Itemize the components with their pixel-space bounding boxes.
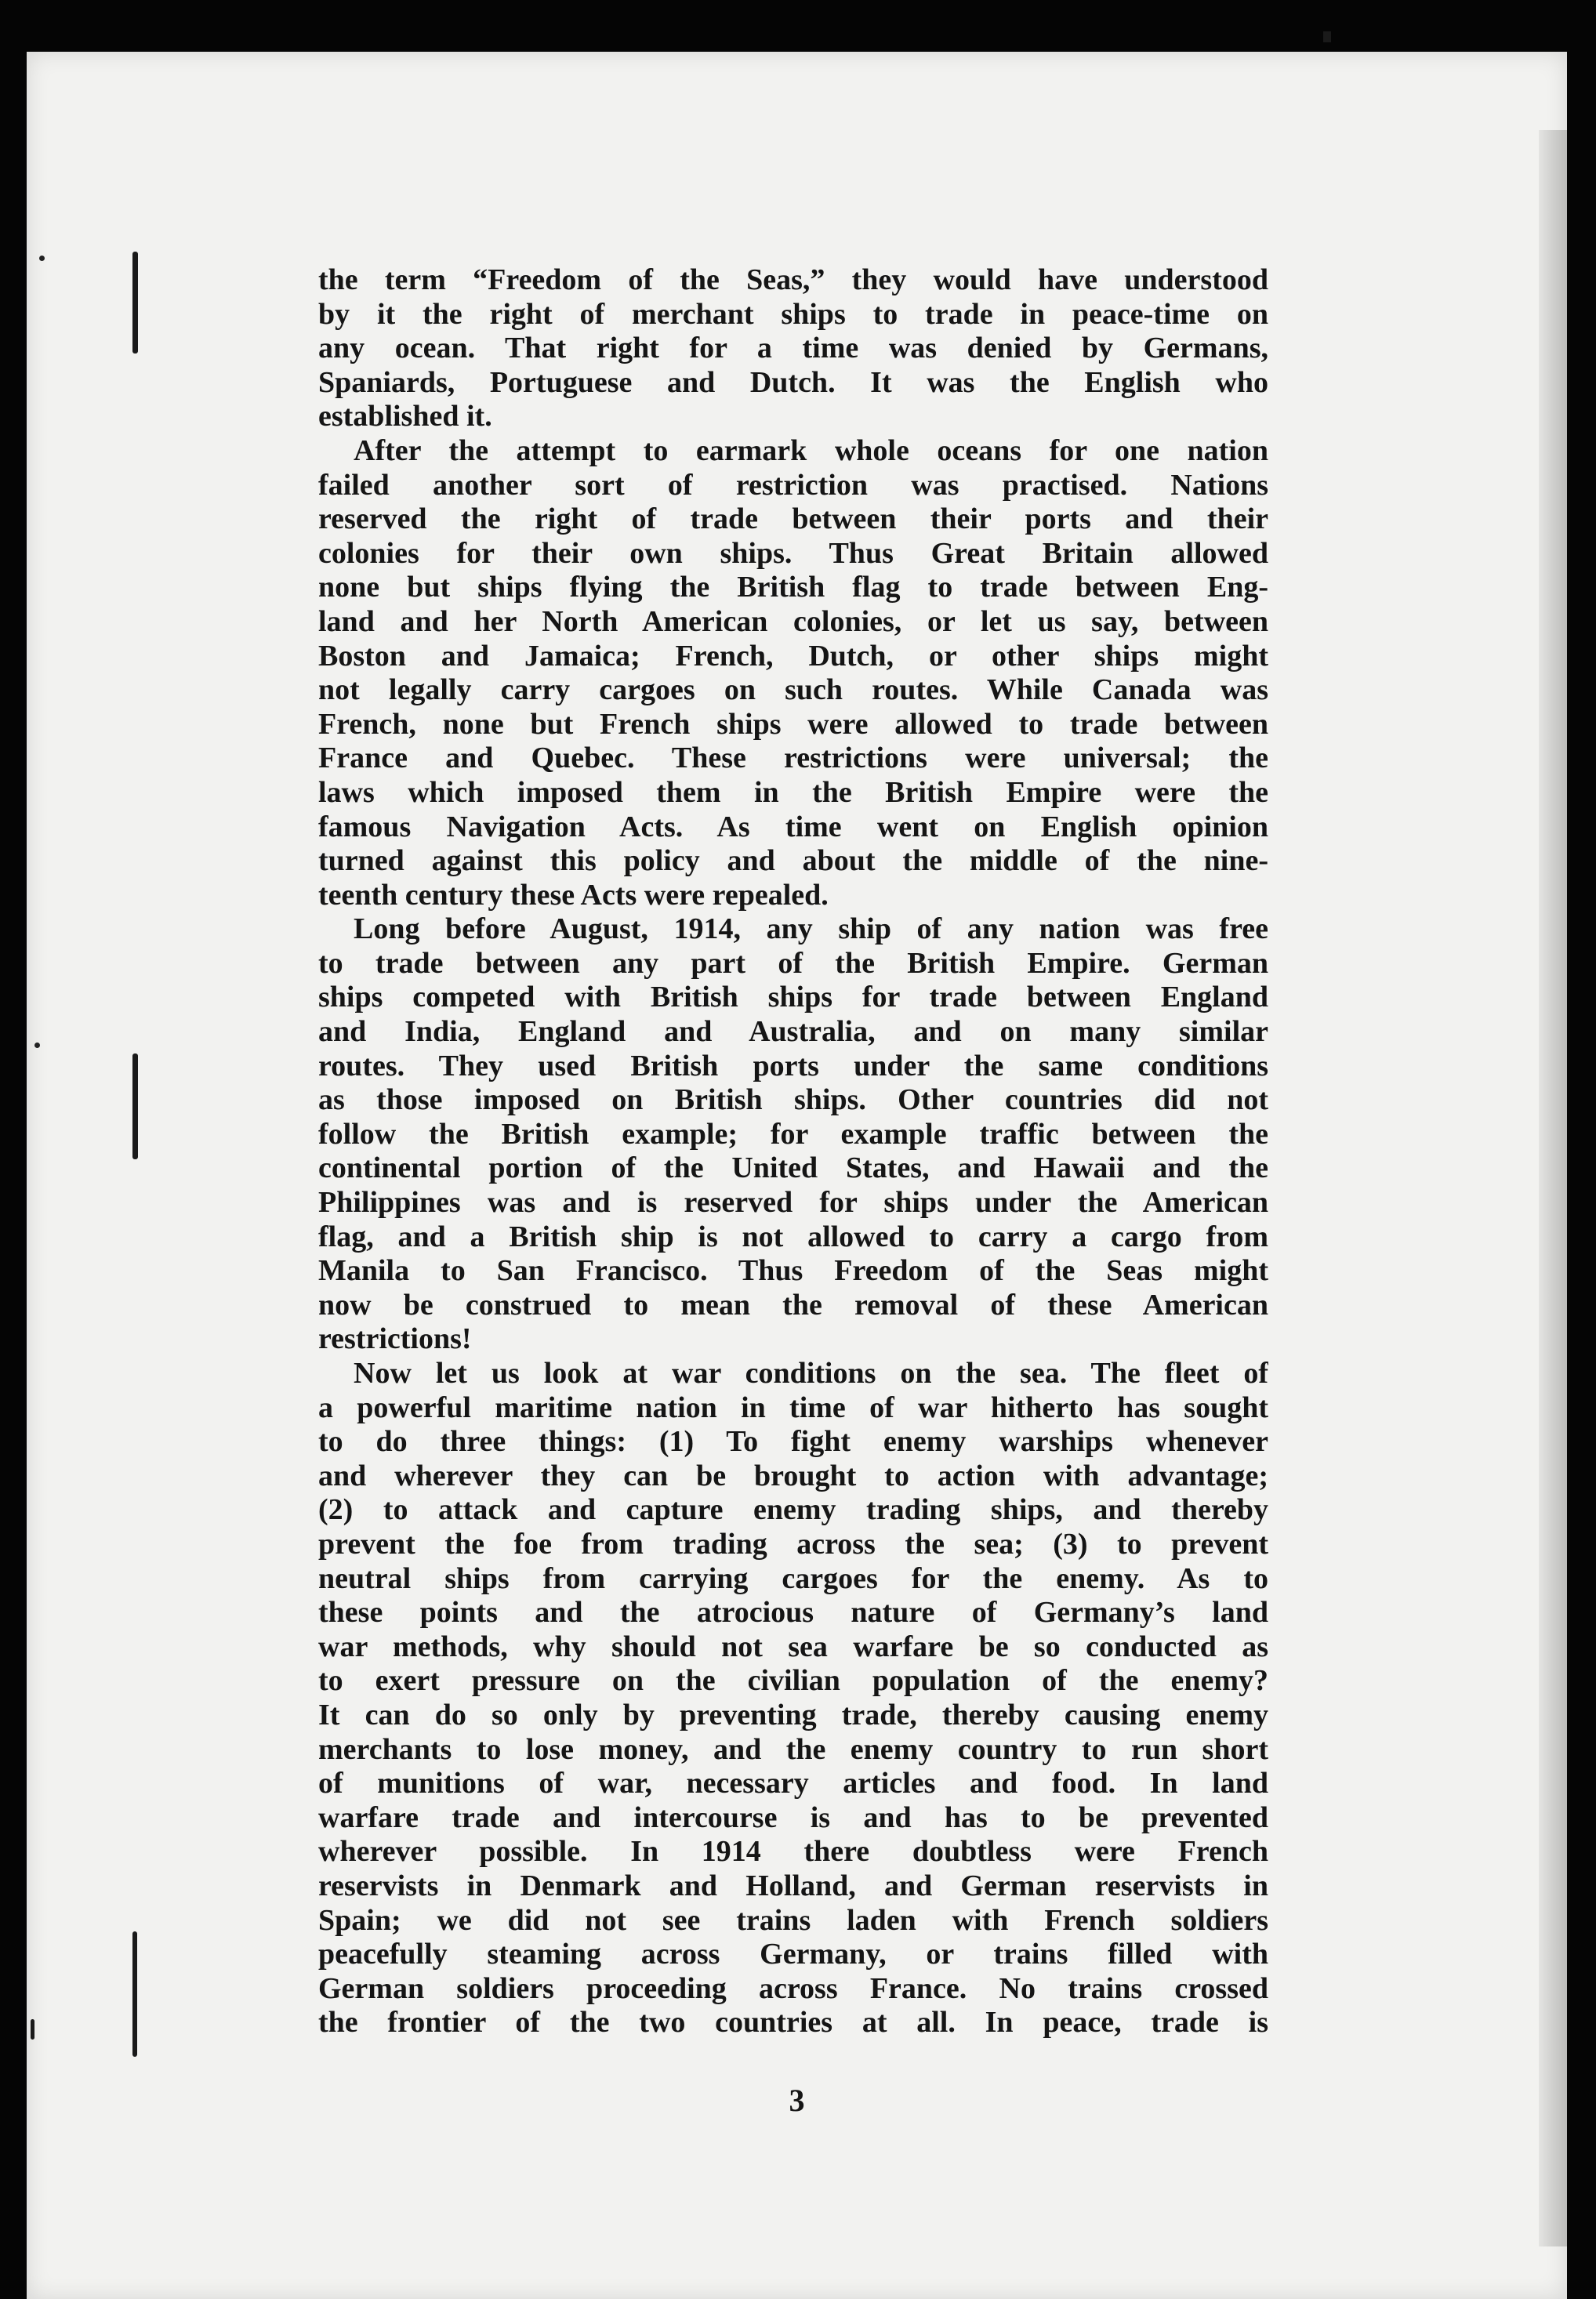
text-line: to trade between any part of the British Empire. German — [318, 946, 1268, 980]
text-line: to exert pressure on the civilian population of the enemy? — [318, 1664, 1268, 1698]
page-edge-shadow — [1539, 130, 1567, 2246]
text-line: Spain; we did not see trains laden with French soldiers — [318, 1903, 1268, 1937]
scan-corner-mark — [1323, 31, 1331, 42]
text-line: not legally carry cargoes on such routes. While Canada was — [318, 673, 1268, 707]
text-line: as those imposed on British ships. Other countries did not — [318, 1083, 1268, 1117]
text-line: (2) to attack and capture enemy trading ships, and thereby — [318, 1493, 1268, 1527]
text-line: war methods, why should not sea warfare be so conducted as — [318, 1630, 1268, 1663]
text-line: neutral ships from carrying cargoes for the enemy. As to — [318, 1561, 1268, 1595]
paragraph — [318, 1357, 1268, 2040]
text-line: a powerful maritime nation in time of war hitherto has sought — [318, 1391, 1268, 1424]
text-line: peacefully steaming across Germany, or trains filled with — [318, 1938, 1268, 1971]
text-line: prevent the foe from trading across the sea; (3) to prevent — [318, 1527, 1268, 1561]
text-line: colonies for their own ships. Thus Great Britain allowed — [318, 536, 1268, 570]
text-line: the frontier of the two countries at all. In peace, trade is — [318, 2006, 1268, 2040]
text-line: Now let us look at war conditions on the sea. The fleet of — [354, 1357, 1268, 1390]
text-line: land and her North American colonies, or let us say, between — [318, 604, 1268, 638]
book-page — [27, 52, 1567, 2299]
text-line: and India, England and Australia, and on many similar — [318, 1015, 1268, 1049]
binding-mark — [132, 1931, 137, 2057]
text-line: ships competed with British ships for trade between England — [318, 981, 1268, 1014]
binding-hole-dot — [34, 1043, 40, 1048]
text-line: routes. They used British ports under the same conditions — [318, 1049, 1268, 1082]
text-line: Spaniards, Portuguese and Dutch. It was the English who — [318, 365, 1268, 399]
text-line: failed another sort of restriction was practised. Nations — [318, 468, 1268, 502]
text-line-last: restrictions! — [318, 1322, 472, 1356]
binding-mark — [132, 252, 138, 354]
binding-mark — [132, 1053, 138, 1159]
text-line: the term “Freedom of the Seas,” they would have understood — [318, 263, 1268, 296]
text-line: and wherever they can be brought to action with advantage; — [318, 1459, 1268, 1492]
text-line: warfare trade and intercourse is and has to be prevented — [318, 1800, 1268, 1834]
text-line: German soldiers proceeding across France. No trains crossed — [318, 1971, 1268, 2005]
text-line: famous Navigation Acts. As time went on English opinion — [318, 810, 1268, 843]
paragraph — [318, 912, 1268, 1357]
text-line: reserved the right of trade between their ports and their — [318, 502, 1268, 536]
text-line: follow the British example; for example traffic between the — [318, 1117, 1268, 1151]
text-line-last: teenth century these Acts were repealed. — [318, 878, 829, 912]
text-line: of munitions of war, necessary articles and food. In land — [318, 1767, 1268, 1800]
text-line-last: established it. — [318, 400, 492, 433]
text-line: flag, and a British ship is not allowed to carry a cargo from — [318, 1220, 1268, 1253]
binding-mark — [31, 2019, 34, 2040]
text-line: to do three things: (1) To fight enemy warships whenever — [318, 1425, 1268, 1459]
text-line: After the attempt to earmark whole oceans for one nation — [354, 433, 1268, 467]
text-line: merchants to lose money, and the enemy country to run short — [318, 1732, 1268, 1766]
text-line: wherever possible. In 1914 there doubtless were French — [318, 1835, 1268, 1869]
paragraph — [318, 263, 1268, 434]
text-line: Boston and Jamaica; French, Dutch, or other ships might — [318, 639, 1268, 673]
binding-hole-dot — [39, 256, 45, 261]
text-line: reservists in Denmark and Holland, and German reservists in — [318, 1869, 1268, 1902]
text-line: now be construed to mean the removal of these American — [318, 1288, 1268, 1322]
text-line: none but ships flying the British flag to trade between Eng- — [318, 571, 1268, 604]
text-line: French, none but French ships were allowed to trade between — [318, 707, 1268, 741]
text-line: France and Quebec. These restrictions were universal; the — [318, 742, 1268, 775]
text-line: turned against this policy and about the middle of the nine- — [318, 844, 1268, 878]
text-line: continental portion of the United States, and Hawaii and the — [318, 1151, 1268, 1185]
body-text — [318, 263, 1268, 2040]
paragraph — [318, 434, 1268, 912]
text-line: by it the right of merchant ships to trade in peace-time on — [318, 297, 1268, 331]
text-line: Philippines was and is reserved for ships under the American — [318, 1186, 1268, 1220]
text-line: any ocean. That right for a time was denied by Germans, — [318, 332, 1268, 365]
text-line: Manila to San Francisco. Thus Freedom of the Seas might — [318, 1254, 1268, 1288]
text-line: Long before August, 1914, any ship of any nation was free — [354, 912, 1268, 946]
text-line: these points and the atrocious nature of Germany’s land — [318, 1596, 1268, 1630]
page-number: 3 — [789, 2083, 805, 2118]
text-line: It can do so only by preventing trade, thereby causing enemy — [318, 1698, 1268, 1732]
text-line: laws which imposed them in the British Empire were the — [318, 775, 1268, 809]
